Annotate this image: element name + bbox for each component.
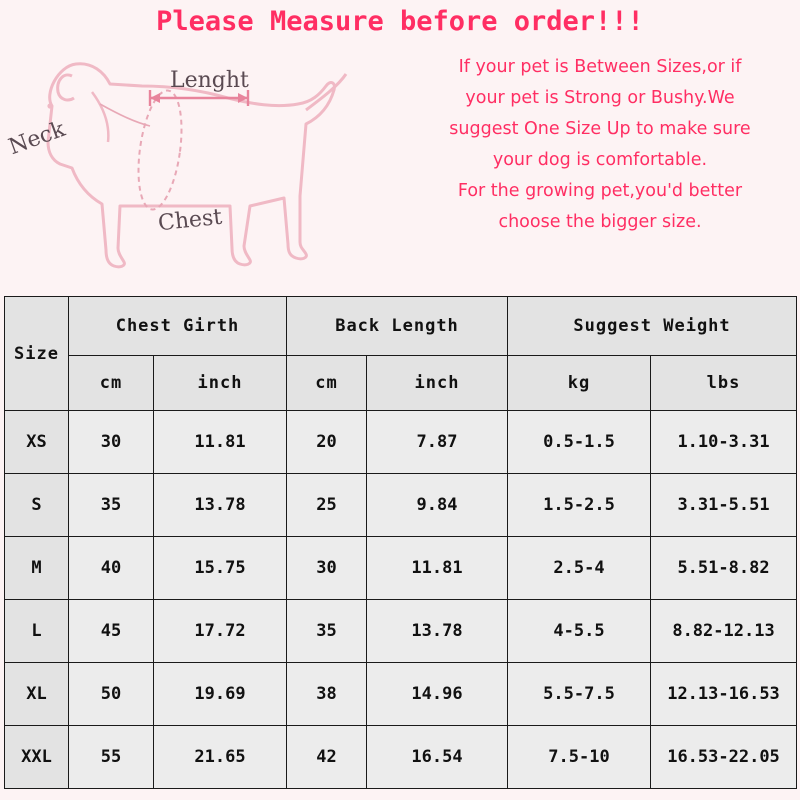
header-unit-back-inch: inch: [367, 356, 508, 411]
header-unit-weight-lbs: lbs: [651, 356, 797, 411]
dog-measurement-diagram: [0, 46, 400, 294]
note-line: your pet is Strong or Bushy.We: [465, 88, 735, 108]
cell-back-cm: 25: [287, 474, 367, 537]
cell-back-inch: 11.81: [367, 537, 508, 600]
cell-chest-inch: 17.72: [154, 600, 287, 663]
cell-weight-kg: 2.5-4: [508, 537, 651, 600]
cell-chest-cm: 55: [69, 726, 154, 789]
header-unit-chest-cm: cm: [69, 356, 154, 411]
note-line: If your pet is Between Sizes,or if: [458, 57, 742, 77]
cell-weight-lbs: 1.10-3.31: [651, 411, 797, 474]
cell-weight-kg: 0.5-1.5: [508, 411, 651, 474]
diagram-label-length: Lenght: [170, 68, 249, 93]
cell-back-cm: 42: [287, 726, 367, 789]
header-chest-girth: Chest Girth: [69, 297, 287, 356]
diagram-label-chest: Chest: [156, 204, 224, 237]
table-row: [5, 600, 797, 663]
cell-back-inch: 9.84: [367, 474, 508, 537]
table-header-row-units: [5, 356, 797, 411]
header-unit-weight-kg: kg: [508, 356, 651, 411]
cell-size: XS: [5, 411, 69, 474]
cell-back-cm: 20: [287, 411, 367, 474]
cell-weight-kg: 5.5-7.5: [508, 663, 651, 726]
cell-weight-lbs: 16.53-22.05: [651, 726, 797, 789]
table-header-row-groups: [5, 297, 797, 356]
cell-chest-cm: 50: [69, 663, 154, 726]
cell-weight-lbs: 12.13-16.53: [651, 663, 797, 726]
header-size: Size: [5, 297, 69, 411]
diagram-label-neck: Neck: [5, 116, 69, 161]
cell-chest-inch: 15.75: [154, 537, 287, 600]
sizing-note: [400, 46, 800, 294]
cell-back-cm: 38: [287, 663, 367, 726]
cell-weight-kg: 7.5-10: [508, 726, 651, 789]
cell-back-inch: 7.87: [367, 411, 508, 474]
header-unit-chest-inch: inch: [154, 356, 287, 411]
cell-chest-inch: 19.69: [154, 663, 287, 726]
cell-size: L: [5, 600, 69, 663]
cell-chest-cm: 40: [69, 537, 154, 600]
cell-back-cm: 35: [287, 600, 367, 663]
cell-back-inch: 14.96: [367, 663, 508, 726]
cell-chest-cm: 30: [69, 411, 154, 474]
cell-weight-lbs: 3.31-5.51: [651, 474, 797, 537]
cell-size: XXL: [5, 726, 69, 789]
cell-chest-cm: 35: [69, 474, 154, 537]
page-title: Please Measure before order!!!: [156, 6, 644, 37]
header-suggest-weight: Suggest Weight: [508, 297, 797, 356]
table-body: [5, 411, 797, 789]
note-line: choose the bigger size.: [498, 212, 702, 232]
table-row: [5, 663, 797, 726]
cell-weight-kg: 4-5.5: [508, 600, 651, 663]
note-line: For the growing pet,you'd better: [457, 181, 743, 201]
cell-size: S: [5, 474, 69, 537]
cell-back-inch: 13.78: [367, 600, 508, 663]
table-row: [5, 474, 797, 537]
cell-chest-inch: 21.65: [154, 726, 287, 789]
cell-weight-lbs: 5.51-8.82: [651, 537, 797, 600]
table-row: [5, 537, 797, 600]
table-header: [5, 297, 797, 411]
cell-size: M: [5, 537, 69, 600]
cell-back-cm: 30: [287, 537, 367, 600]
note-line: your dog is comfortable.: [492, 150, 708, 170]
cell-chest-inch: 11.81: [154, 411, 287, 474]
table-row: [5, 411, 797, 474]
upper-section: [0, 46, 800, 294]
cell-back-inch: 16.54: [367, 726, 508, 789]
header-back-length: Back Length: [287, 297, 508, 356]
cell-chest-cm: 45: [69, 600, 154, 663]
header-unit-back-cm: cm: [287, 356, 367, 411]
cell-size: XL: [5, 663, 69, 726]
size-chart-table: [4, 296, 797, 789]
cell-chest-inch: 13.78: [154, 474, 287, 537]
note-line: suggest One Size Up to make sure: [449, 119, 751, 139]
cell-weight-kg: 1.5-2.5: [508, 474, 651, 537]
table-row: [5, 726, 797, 789]
cell-weight-lbs: 8.82-12.13: [651, 600, 797, 663]
